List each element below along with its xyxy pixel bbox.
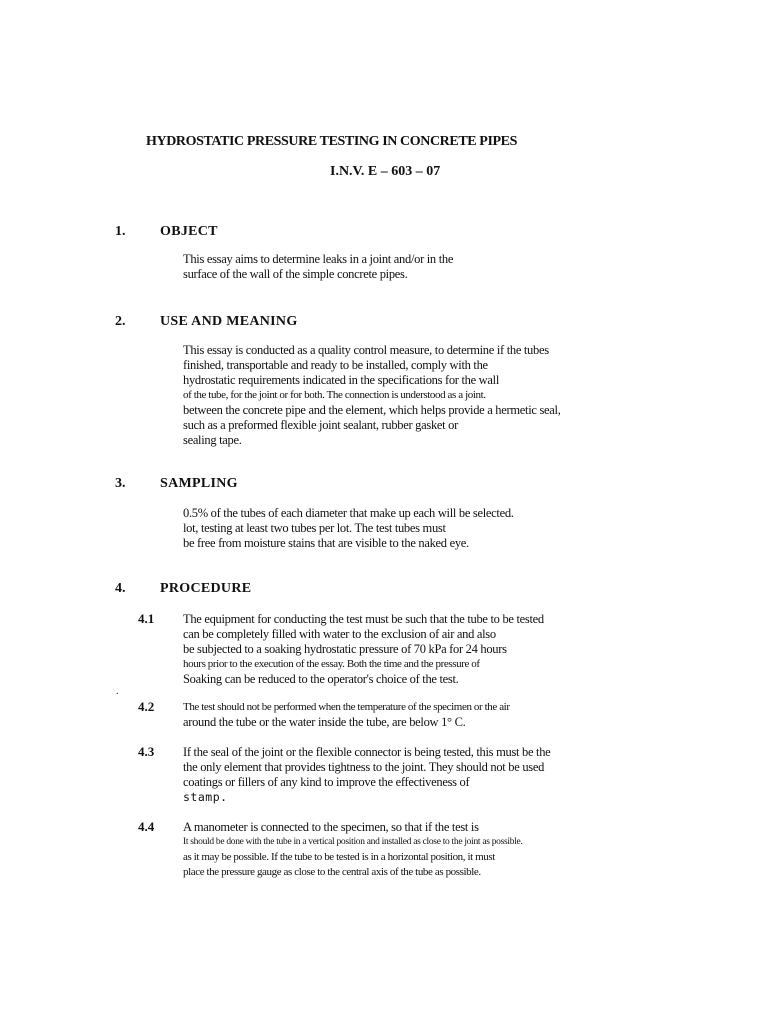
section-number: 4. — [115, 581, 126, 596]
text-line: of the tube, for the joint or for both. The connection is understood as a joint. — [183, 389, 486, 401]
section-object-text — [183, 252, 453, 282]
text-line: Soaking can be reduced to the operator's choice of the test. — [183, 672, 459, 686]
text-line: lot, testing at least two tubes per lot. The test tubes must — [183, 521, 446, 535]
text-line: coatings or fillers of any kind to improve the effectiveness of — [183, 775, 470, 789]
text-line: It should be done with the tube in a vertical position and installed as close to the joint as possible. — [183, 837, 523, 847]
text-line: A manometer is connected to the specimen, so that if the test is — [183, 820, 479, 834]
text-line: hydrostatic requirements indicated in the specifications for the wall — [183, 373, 499, 387]
section-number: 1. — [115, 224, 126, 239]
text-line: the only element that provides tightness to the joint. They should not be used — [183, 760, 545, 774]
text-line: can be completely filled with water to the exclusion of air and also — [183, 627, 496, 641]
text-line: 0.5% of the tubes of each diameter that make up each will be selected. — [183, 506, 514, 520]
text-line: between the concrete pipe and the element, which helps provide a hermetic seal, — [183, 403, 561, 417]
text-line: sealing tape. — [183, 433, 242, 447]
subsection-number: 4.4 — [138, 819, 155, 834]
text-line: be subjected to a soaking hydrostatic pressure of 70 kPa for 24 hours — [183, 642, 507, 656]
subsection-4-3-text — [183, 745, 550, 805]
section-title-procedure: PROCEDURE — [160, 581, 252, 596]
text-line: such as a preformed flexible joint sealant, rubber gasket or — [183, 418, 458, 432]
section-use-text — [183, 343, 561, 448]
section-title-object: OBJECT — [160, 224, 218, 239]
document-code: I.N.V. E – 603 – 07 — [330, 164, 441, 179]
subsection-4-2-text — [183, 700, 510, 730]
text-line: If the seal of the joint or the flexible connector is being tested, this must be the — [183, 745, 551, 759]
text-line: This essay aims to determine leaks in a joint and/or in the — [183, 252, 454, 266]
text-line: The equipment for conducting the test must be such that the tube to be tested — [183, 612, 544, 626]
section-title-use-and-meaning: USE AND MEANING — [160, 314, 298, 329]
text-line: as it may be possible. If the tube to be tested is in a horizontal position, it must — [183, 851, 495, 863]
text-line: stamp. — [183, 790, 228, 804]
section-title-sampling: SAMPLING — [160, 476, 238, 491]
subsection-number: 4.3 — [138, 744, 155, 759]
document-title: HYDROSTATIC PRESSURE TESTING IN CONCRETE PIPES — [146, 134, 517, 149]
text-line: This essay is conducted as a quality control measure, to determine if the tubes — [183, 343, 549, 357]
text-line: hours prior to the execution of the essay. Both the time and the pressure of — [183, 658, 480, 670]
subsection-4-1-text — [183, 612, 544, 687]
subsection-4-4-text — [183, 820, 523, 880]
section-number: 2. — [115, 314, 126, 329]
section-sampling-text — [183, 506, 514, 551]
section-number: 3. — [115, 476, 126, 491]
text-line: be free from moisture stains that are visible to the naked eye. — [183, 536, 469, 550]
text-line: finished, transportable and ready to be installed, comply with the — [183, 358, 488, 372]
stray-mark: . — [116, 686, 119, 697]
text-line: surface of the wall of the simple concrete pipes. — [183, 267, 408, 281]
subsection-number: 4.2 — [138, 699, 155, 714]
subsection-number: 4.1 — [138, 611, 155, 626]
text-line: around the tube or the water inside the tube, are below 1° C. — [183, 715, 466, 729]
text-line: place the pressure gauge as close to the central axis of the tube as possible. — [183, 866, 481, 878]
text-line: The test should not be performed when the temperature of the specimen or the air — [183, 701, 510, 713]
